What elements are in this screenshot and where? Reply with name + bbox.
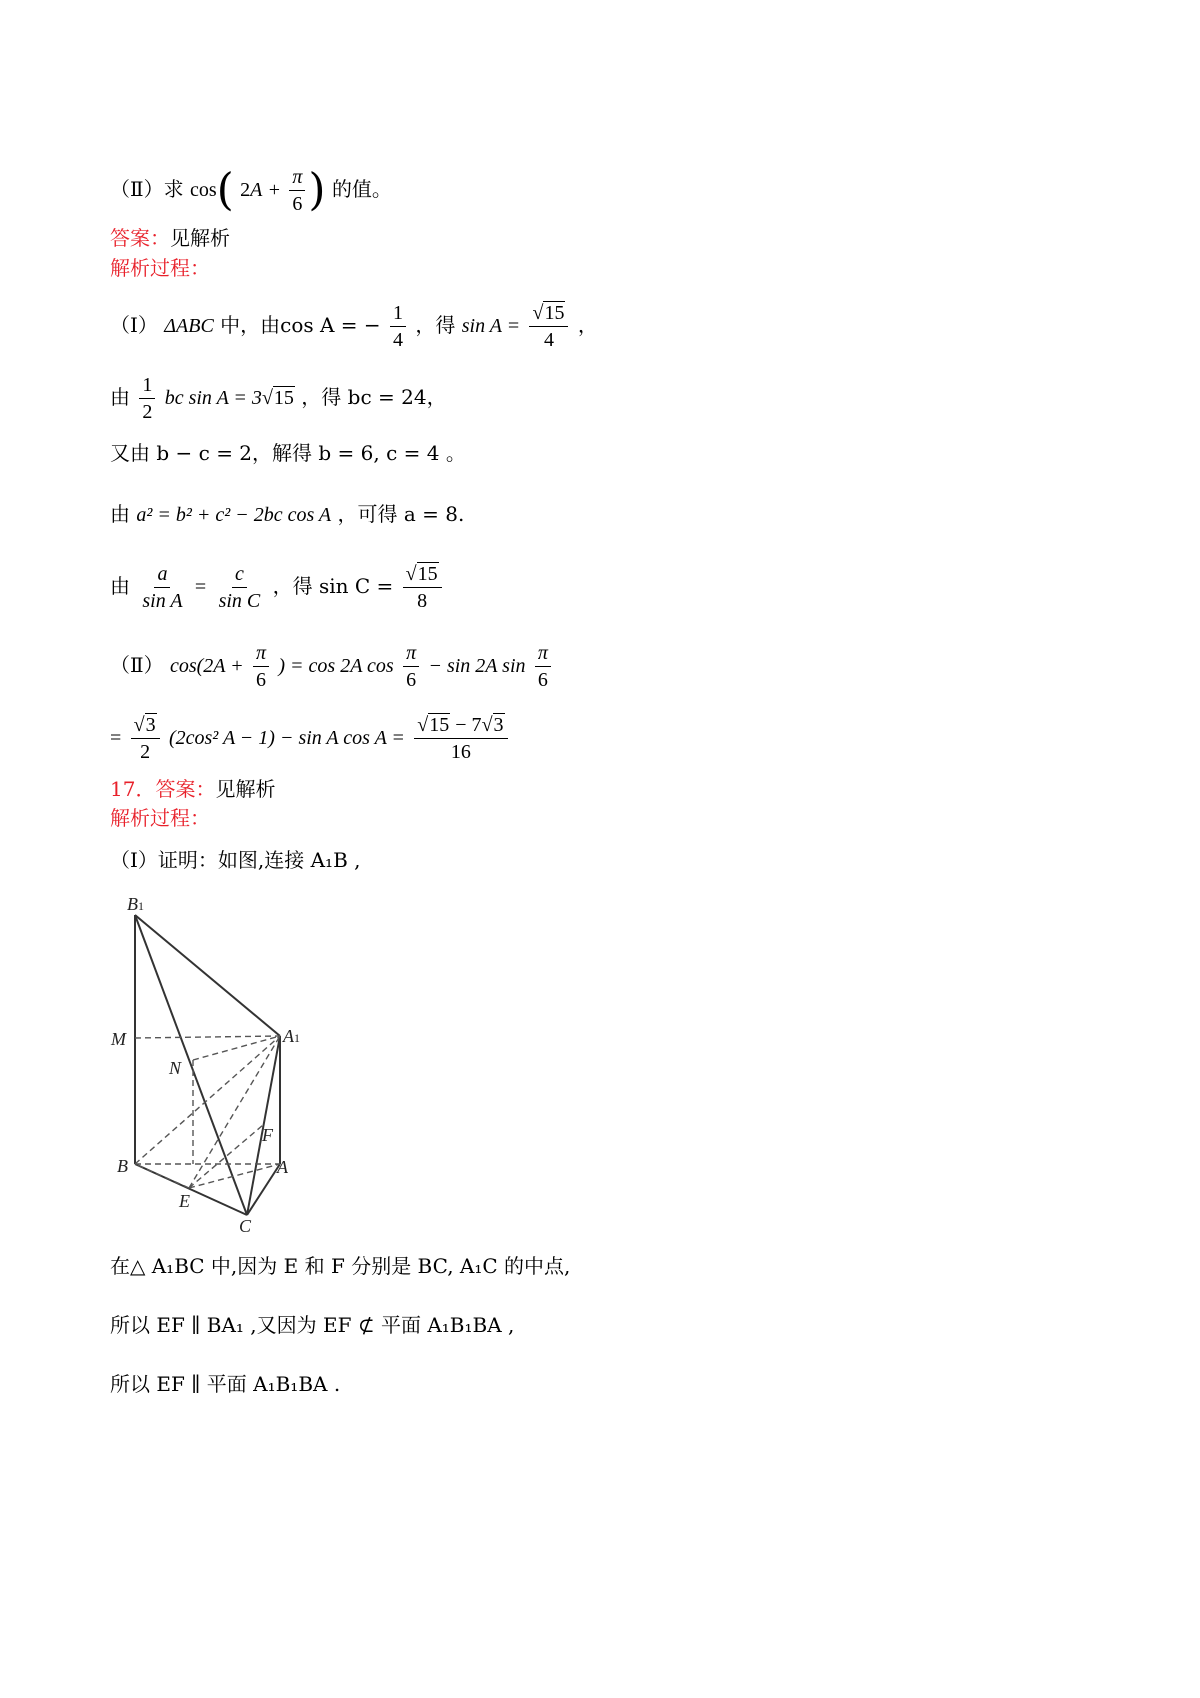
a-over-sinA xyxy=(139,563,185,612)
step1-comma: ，得 xyxy=(415,313,456,337)
step2-expr: bc sin A = 3 xyxy=(164,387,262,409)
frac-den: 4 xyxy=(543,329,554,351)
label-m: M xyxy=(111,1029,126,1049)
step6-rhs2: − sin 2A sin xyxy=(428,655,526,677)
label-b1: B1 xyxy=(127,894,144,914)
step5-mid: ，得 sin C = xyxy=(272,574,394,598)
step1-mid: 中，由cos A = − xyxy=(220,313,381,337)
frac-den: 6 xyxy=(406,669,417,691)
frac-num: π xyxy=(403,642,419,667)
q16-step3: 又由 b − c = 2，解得 b = 6, c = 4 。 xyxy=(110,441,466,465)
radicand: 15 xyxy=(417,563,438,585)
sqrt-sign: √15 xyxy=(405,563,438,585)
sqrt-sign: √15 xyxy=(417,714,450,736)
radicand: 3 xyxy=(145,714,156,736)
frac-den: sin C xyxy=(218,590,261,612)
step1-end: ， xyxy=(577,313,598,337)
cos-text: cos xyxy=(189,179,217,201)
left-paren: ( xyxy=(216,164,234,216)
sin-a: sin A = xyxy=(461,315,521,337)
sqrt15-over-8 xyxy=(403,563,442,612)
pi-over-six-a xyxy=(253,642,269,691)
radicand: 15 xyxy=(273,387,294,409)
radicand: 3 xyxy=(493,714,504,736)
q17-answer xyxy=(110,777,275,801)
c-over-sinC xyxy=(216,563,264,612)
frac-num xyxy=(403,563,442,588)
prism-figure xyxy=(105,892,305,1242)
q16-step6 xyxy=(110,642,554,691)
frac-den: 4 xyxy=(393,329,404,351)
sqrt3-over-2 xyxy=(131,714,160,763)
frac-den: 6 xyxy=(537,669,548,691)
frac-den: 8 xyxy=(417,590,428,612)
label-n: N xyxy=(169,1058,182,1078)
q17-step2: 在△ A₁BC 中,因为 E 和 F 分别是 BC, A₁C 的中点, xyxy=(110,1254,571,1278)
pi-over-six xyxy=(289,166,305,215)
frac-den: sin A xyxy=(142,590,183,612)
triangle-abc: ΔABC xyxy=(164,315,214,337)
one-quarter xyxy=(390,302,406,351)
arg-var: A xyxy=(250,179,263,201)
step2-result: ，得 bc = 24， xyxy=(301,385,447,409)
label-b: B xyxy=(117,1156,128,1176)
step4-expr: a² = b² + c² − 2bc cos A xyxy=(136,504,332,526)
frac-num: π xyxy=(535,642,551,667)
sqrt15-over-4 xyxy=(529,302,568,351)
step4-result: ，可得 a = 8. xyxy=(337,502,465,526)
label-a1: A1 xyxy=(283,1026,300,1046)
answer-label: 答案： xyxy=(155,777,216,801)
label-a: A xyxy=(277,1157,288,1177)
q16-analysis-label: 解析过程： xyxy=(110,256,210,280)
q17-step3: 所以 EF ∥ BA₁ ,又因为 EF ⊄ 平面 A₁B₁BA , xyxy=(110,1313,515,1337)
label-f: F xyxy=(262,1125,273,1145)
radicand: 15 xyxy=(544,302,565,324)
one-half xyxy=(139,374,155,423)
answer-text: 见解析 xyxy=(215,777,276,801)
right-paren: ) xyxy=(308,164,326,216)
vertex-labels xyxy=(110,894,300,1236)
q16-answer xyxy=(110,226,230,250)
frac-den: 2 xyxy=(142,401,153,423)
step5-you: 由 xyxy=(110,574,130,598)
frac-den: 16 xyxy=(450,741,471,763)
label-e: E xyxy=(179,1191,190,1211)
minus-seven: − 7 xyxy=(450,714,482,736)
frac-den: 6 xyxy=(292,193,303,215)
pi-over-six-b xyxy=(403,642,419,691)
equals: = xyxy=(194,576,207,598)
q17-number: 17． xyxy=(110,777,156,801)
part2-suffix: 的值。 xyxy=(331,177,392,201)
part2-label: （Ⅱ）求 xyxy=(110,177,184,201)
radicand: 15 xyxy=(429,714,450,736)
q16-step5 xyxy=(110,563,445,612)
label-c: C xyxy=(239,1216,252,1236)
frac-num: 1 xyxy=(390,302,406,327)
answer-label: 答案： xyxy=(110,226,170,250)
sqrt-sign: √3 xyxy=(481,714,504,736)
part2-question xyxy=(110,166,392,215)
q17-analysis-label: 解析过程： xyxy=(110,806,210,830)
frac-num xyxy=(529,302,568,327)
step6-rhs1: ) = cos 2A cos xyxy=(278,655,394,677)
step6-prefix: （Ⅱ） xyxy=(110,653,164,677)
step2-you: 由 xyxy=(110,385,130,409)
q16-step2 xyxy=(110,374,447,423)
frac-den: 6 xyxy=(256,669,266,691)
final-fraction xyxy=(414,714,507,763)
frac-num: 1 xyxy=(139,374,155,399)
step7-eq: = xyxy=(110,727,122,749)
q16-step7 xyxy=(110,714,511,763)
plus-sign: + xyxy=(268,179,281,201)
frac-den: 2 xyxy=(140,741,151,763)
frac-num: π xyxy=(289,166,305,191)
step1-prefix: （Ⅰ） xyxy=(110,313,158,337)
frac-num xyxy=(414,714,507,739)
step4-you: 由 xyxy=(110,502,130,526)
step7-expr: (2cos² A − 1) − sin A cos A = xyxy=(168,727,405,749)
sqrt-sign: √15 xyxy=(261,387,294,409)
frac-num: π xyxy=(253,642,269,667)
frac-num: c xyxy=(232,563,247,588)
sqrt-sign: √15 xyxy=(532,302,565,324)
q17-step1: （I）证明：如图,连接 A₁B , xyxy=(110,848,361,872)
pi-over-six-c xyxy=(535,642,551,691)
answer-text: 见解析 xyxy=(170,226,230,250)
sqrt-sign: √3 xyxy=(133,714,156,736)
q17-step4: 所以 EF ∥ 平面 A₁B₁BA . xyxy=(110,1372,341,1396)
arg-prefix: 2 xyxy=(240,179,251,201)
frac-num: a xyxy=(154,563,170,588)
step6-lhs: cos(2A + xyxy=(169,655,244,677)
q16-step1 xyxy=(110,302,598,351)
q16-step4 xyxy=(110,502,464,527)
frac-num xyxy=(131,714,160,739)
